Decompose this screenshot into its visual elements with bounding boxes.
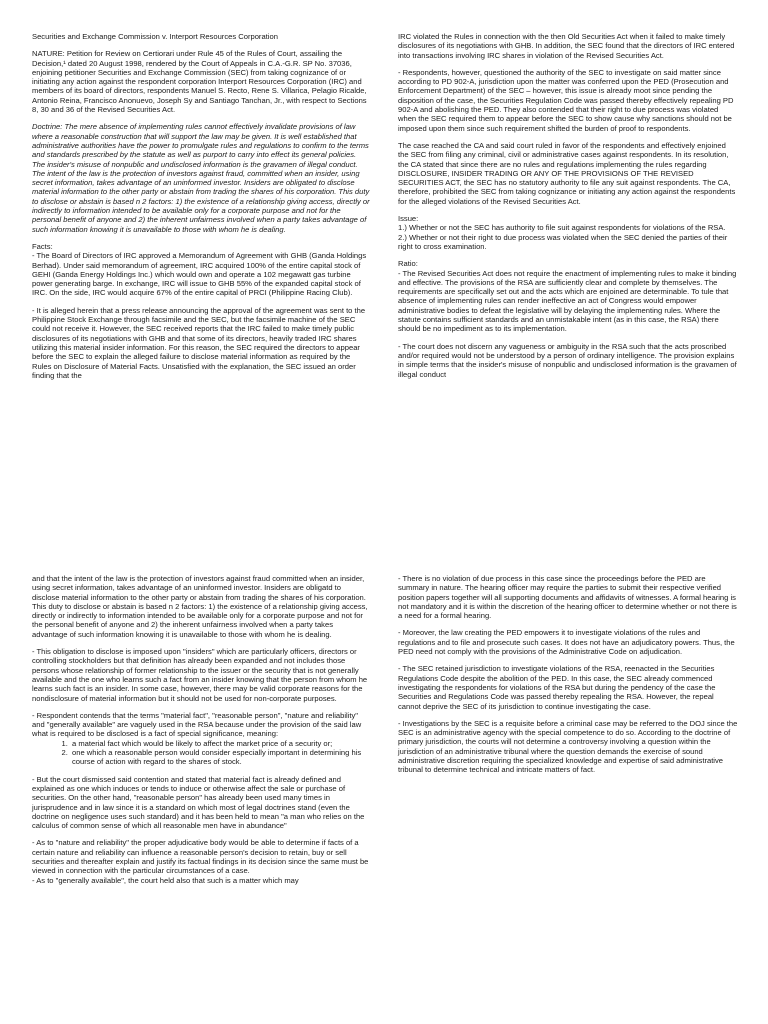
ped-powers-paragraph: - Moreover, the law creating the PED empowers it to investigate violations of the rules and regulations and to file and prosecute such cases. It does not have an adjudicatory powers. Thus, the PED need not comply with the provisions of the Administrative Code on adjudication. (398, 628, 735, 657)
list-item: 2. one which a reasonable person would consider especially important in determining his course of action with regard to the shares of stock. (70, 748, 370, 767)
document-title: Securities and Exchange Commission v. Interport Resources Corporation (32, 32, 278, 41)
page2-right-column (398, 574, 738, 783)
facts-paragraph-1: - The Board of Directors of IRC approved a Memorandum of Agreement with GHB (Ganda Holdings Berhad). Under said memorandum of agreement, IRC acquired 100% of the entire capital stock of GEHI (Ganda Energy Holdings Inc.) which would own and operate a 102 megawatt gas turbine power generating barge. In exchange, IRC will issue to GHB 55% of the expanded capital stock of IRC. On the side, IRC would acquire 67% of the entire capital of PRCI (Philippine Racing Club). (32, 251, 367, 298)
issue-2: 2.) Whether or not their right to due process was violated when the SEC denied the parties of their right to cross examination. (398, 232, 728, 251)
respondents-paragraph: - Respondents, however, questioned the authority of the SEC to investigate on said matter since according to PD 902-A, jurisdiction upon the matter was conferred upon the PED (Prosecution and Enforcement Department) of the SEC – however, this issue is already moot since pending the disposition of the case, the Securities Regulation Code was passed thereby effectively repealing PD 902-A and abolishing the PED. They also contended that their right to due process was violated when the SEC required them to appear before the SEC to show cause why sanctions should not be imposed upon them since such requirement shifted the burden of proof to respondents. (398, 67, 734, 133)
sec-jurisdiction-paragraph: - The SEC retained jurisdiction to investigate violations of the RSA, reenacted in the Securities Regulations Code despite the abolition of the PED. In this case, the SEC already commenced investigating the respondents for violations of the RSA but during the pendency of the case the Securities and Regulations Code was passed thereby repealing the RSA. However, the repeal cannot deprive the SEC of its jurisdiction to continue investigating the case. (398, 664, 716, 711)
ratio-paragraph-2: - The court does not discern any vagueness or ambiguity in the RSA such that the acts proscribed and/or required would not be understood by a person of ordinary intelligence. The provision explains in simple terms that the insider's misuse of nonpublic and undisclosed information is the gravamen of illegal conduct (398, 341, 737, 379)
vagueness-paragraph: - Respondent contends that the terms "material fact", "reasonable person", "nature and reliability" and "generally available" are vaguely used in the RSA because under the provision of the said law what is required to be disclosed is a fact of special significance, meaning: (32, 710, 362, 739)
facts-heading: Facts: (32, 241, 53, 251)
ratio-heading: Ratio: (398, 259, 418, 269)
insiders-paragraph: - This obligation to disclose is imposed upon "insiders" which are particularly officers, directors or controlling stockholders but that definition has already been expanded and not includes those persons whose relationship of former relationship to the issuer or the security that is not generally available and the one who learns such a fact from an insider knowing that the person from whom he learns such fact is an insider. In some case, however, there may be valid corporate reasons for the nondisclosure of material information but it should not be used for non-corporate purposes. (32, 647, 368, 703)
list-item: 1. a material fact which would be likely to affect the market price of a security or; (70, 739, 370, 748)
page1-right-column (398, 32, 738, 387)
generally-available-paragraph: - As to "generally available", the court held also that such is a matter which may (32, 875, 299, 885)
page1-left-column (32, 32, 370, 388)
due-process-paragraph: - There is no violation of due process in this case since the proceedings before the PED are summary in nature. The hearing officer may require the parties to submit their respective verified position papers together will all supporting documents and affidavits of witnesses. A formal hearing is not mandatory and it is within the discretion of the hearing officer to determine whether or not there is a need for a formal hearing. (398, 574, 737, 621)
material-fact-list (32, 739, 370, 767)
doctrine-paragraph: Doctrine: The mere absence of implementing rules cannot effectively invalidate provisions of law where a reasonable construction that will support the law may be given. It is well established that administrative authorities have the power to promulgate rules and regulations to confirm to the terms and standards prescribed by the statute as well as purport to carry into effect its general policies. The insider's misuse of nonpublic and undisclosed information is the gravamen of illegal conduct. The intent of the law is the protection of investors against fraud, committed when an insider, using secret information, takes advantage of an uninformed investor. Insiders are obligated to disclose material information to the other party or abstain from trading the shares of his corporation. This duty to disclose or abstain is based n 2 factors: 1) the existence of a relationship giving access, directly or indirectly to information intended to be available only for a corporate purpose and not for the personal benefit of anyone and 2) the inherent unfairness involved when a party takes advantage of such information knowing it is unavailable to those with whom he is dealing. (32, 122, 370, 234)
page2-left-column (32, 574, 370, 893)
nature-paragraph: NATURE: Petition for Review on Certiorari under Rule 45 of the Rules of Court, assailing the Decision,¹ dated 20 August 1998, rendered by the Court of Appeals in C.A.-G.R. SP No. 37036, enjoining petitioner Securities and Exchange Commission (SEC) from taking cognizance of or initiating any action against the respondent corporation Interport Resources Corporation (IRC) and members of its board of directors, respondents Manuel S. Recto, Rene S. Villarica, Pelagio Ricalde, Antonio Reina, Francisco Anonuevo, Joseph Sy and Santiago Tanchan, Jr., with respect to Sections 8, 30 and 36 of the Revised Securities Act. (32, 49, 367, 115)
issue-1: 1.) Whether or not the SEC has authority to file suit against respondents for violations of the RSA. (398, 223, 726, 233)
material-fact-paragraph: - But the court dismissed said contention and stated that material fact is already defined and explained as one which induces or tends to induce or otherwise affect the sale or purchase of securities. On the other hand, "reasonable person" has already been used many times in jurisprudence and in law since it is a standard on which most of legal doctrines stand (even the doctrine on negligence uses such standard) and it has been held to mean "a man who relies on the calculus of common sense of which all reasonable men have in abundance" (32, 774, 365, 831)
ca-ruling-paragraph: The case reached the CA and said court ruled in favor of the respondents and effectively enjoined the SEC from filing any criminal, civil or administrative cases against respondents. In its resolution, the CA stated that since there are no rules and regulations implementing the rules regarding DISCLOSURE, INSIDER TRADING OR ANY OF THE PROVISIONS OF THE REVISED SECURITIES ACT, the SEC has no statutory authority to file any suit against respondents. The CA, therefore, prohibited the SEC from taking cognizance or initiating any action against the respondents for the alleged violations of the Revised Securities Act. (398, 140, 736, 206)
issue-heading: Issue: (398, 214, 419, 224)
facts-continued-paragraph: IRC violated the Rules in connection with the then Old Securities Act when it failed to make timely disclosures of its negotiations with GHB. In addition, the SEC found that the directors of IRC entered into transactions involving IRC shares in violation of the Revised Securities Act. (398, 32, 735, 60)
nature-reliability-paragraph: - As to "nature and reliability" the proper adjudicative body would be able to determine if facts of a certain nature and reliability can influence a reasonable person's decision to retain, buy or sell securities and thereafter explain and justify its factual findings in its decision since the same must be viewed in connection with the particular circumstances of a case. (32, 838, 369, 876)
primary-jurisdiction-paragraph: - Investigations by the SEC is a requisite before a criminal case may be referred to the DOJ since the SEC is an administrative agency with the special competence to do so. According to the doctrine of primary jurisdiction, the courts will not determine a controversy involving a question within the jurisdiction of an administrative tribunal where the question demands the exercise of sound administrative discretion requiring the specialized knowledge and expertise of said administrative tribunal to determine technical and intricate matters of fact. (398, 718, 738, 775)
ratio-paragraph-1: - The Revised Securities Act does not require the enactment of implementing rules to make it binding and effective. The provisions of the RSA are sufficiently clear and complete by themselves. The requirements are specifically set out and the acts which are enjoined are determinable. To tule that absence of implementing rules can render ineffective an act of Congress would empower administrative bodies to defeat the legislative will by delaying the implementing rules. Where the statute contains sufficient standards and an unmistakable intent (as in this case, the RSA) there should be no impediment as to its implementation. (398, 268, 737, 334)
facts-paragraph-2: - It is alleged herein that a press release announcing the approval of the agreement was sent to the Philippine Stock Exchange through facsimile and the SEC, but the facsimile machine of the SEC could not receive it. However, the SEC received reports that the IRC failed to make timely public disclosures of its negotiations with GHB and that some of its directors, heavily traded IRC shares utilizing this material insider information. For this reason, the SEC required the directors to appear before the SEC to explain the alleged failure to disclose material information as required by the Rules on Disclosure of Material Facts. Unsatisfied with the explanation, the SEC issued an order finding that the (32, 305, 366, 380)
intent-paragraph: and that the intent of the law is the protection of investors against fraud committed when an insider, using secret information, takes advantage of an uninformed investor. Insiders are obligatd to disclose material information to the other party or abstain from trading the shares of his corporation. This duty to disclose or abstain is based n 2 factors: 1) the existence of a relationship giving access, directly or indirectly to information intended to be available only for a corporate purpose and not for the personal benefit of anyone and 2) the inherent unfairness involved when a party takes advantage of such information knowing it is unavailable to those with whom he is dealing. (32, 574, 368, 639)
